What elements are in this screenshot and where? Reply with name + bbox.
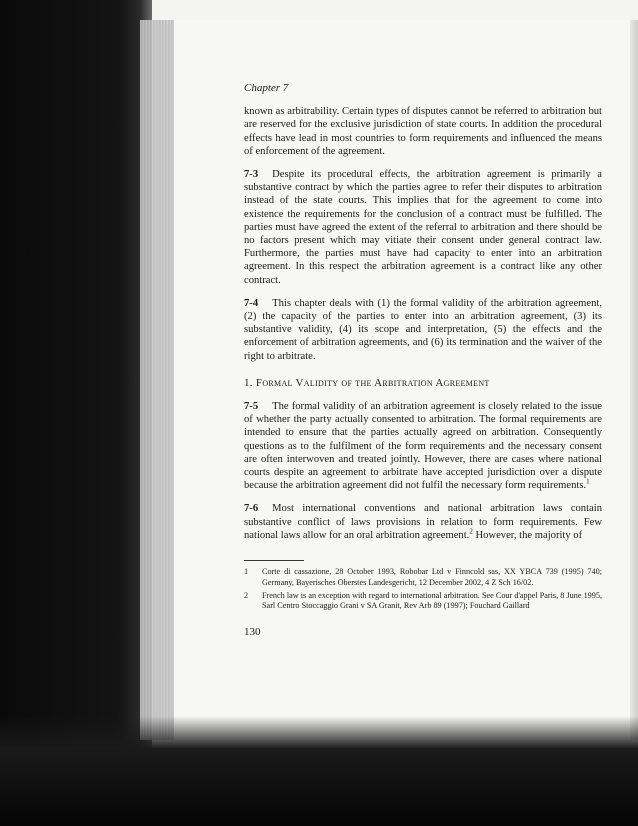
footnote-number: 2 <box>244 590 249 600</box>
paragraph-7-3 <box>244 168 602 287</box>
page-edge <box>630 20 638 740</box>
paragraph-7-5 <box>244 400 602 492</box>
footnote-ref: 2 <box>469 527 473 536</box>
footnote-divider <box>244 560 304 561</box>
chapter-heading: Chapter 7 <box>244 82 289 94</box>
scan-dark-margin <box>0 0 152 826</box>
paragraph-number: 7-5 <box>244 401 259 413</box>
paragraph-7-6 <box>244 502 602 542</box>
paragraph-number: 7-4 <box>244 297 259 309</box>
paragraph-text-continued: However, the majority of <box>472 529 583 541</box>
paragraph-number: 7-3 <box>244 169 259 181</box>
footnote-ref: 1 <box>586 477 590 486</box>
paragraph-number: 7-6 <box>244 503 259 515</box>
footnote-text: French law is an exception with regard to international arbitration. See Cour d'appel Paris, 8 June 1995, Sarl Centro Stoccaggio Grani v SA Granit, Rev Arb 89 (1997); Fouchard Gaillard <box>262 590 602 611</box>
paragraph-text: The formal validity of an arbitration agreement is closely related to the issue of whether the party actually consented to arbitration. The formal requirements are intended to ensure that the parties actually agreed on arbitration. Consequently questions as to the fulfilment of the form requirements and the necessary consent are often interwoven and treated jointly. However, there are cases where national courts despite an agreement to arbitrate have accepted jurisdiction over a dispute because the arbitration agreement did not fulfil the necessary form requirements. <box>244 401 602 492</box>
paragraph-7-4 <box>244 297 602 363</box>
page-number: 130 <box>244 625 261 638</box>
paragraph-text: This chapter deals with (1) the formal validity of the arbitration agreement, (2) the capacity of the parties to enter into an arbitration agreement, (3) its substantive validity, (4) its scope and interpretation, (5) the effects and the enforcement of arbitration agreements, and (6) its termination and the waiver of the right to arbitrate. <box>244 297 602 362</box>
book-spine <box>140 20 174 740</box>
footnote <box>244 591 602 612</box>
footnote-number: 1 <box>244 567 249 577</box>
footnote <box>244 567 602 588</box>
paragraph-text: Despite its procedural effects, the arbitration agreement is primarily a substantive contract by which the parties agree to refer their disputes to arbitration instead of the state courts. This implies that for the agreement to come into existence the requirements for the conclusion of a contract must be fulfilled. The parties must have agreed the extent of the referral to arbitration and there should be no factors present which may vitiate their consent under general contract law. Furthermore, the parties must have had capacity to enter into an arbitration agreement. In this respect the arbitration agreement is a contract like any other contract. <box>244 169 602 286</box>
section-heading: 1. Formal Validity of the Arbitration Agreement <box>244 376 490 389</box>
page-content <box>244 82 602 639</box>
intro-paragraph: known as arbitrability. Certain types of disputes cannot be referred to arbitration but are reserved for the exclusive jurisdiction of state courts. In addition the procedural effects have lead in most countries to form requirements and influenced the means of enforcement of the agreement. <box>244 106 602 157</box>
scan-dark-bottom <box>0 716 638 826</box>
paragraph-text: Most international conventions and national arbitration laws contain substantive conflict of laws provisions in relation to form requirements. Few national laws allow for an oral arbitration agreement. <box>244 503 602 541</box>
footnote-text: Corte di cassazione, 28 October 1993, Robobar Ltd v Finncold sas, XX YBCA 739 (1995) 740; Germany, Bayerisches Oberstes Landesgericht, 12 December 2002, 4 Z Sch 16/02. <box>262 567 602 587</box>
